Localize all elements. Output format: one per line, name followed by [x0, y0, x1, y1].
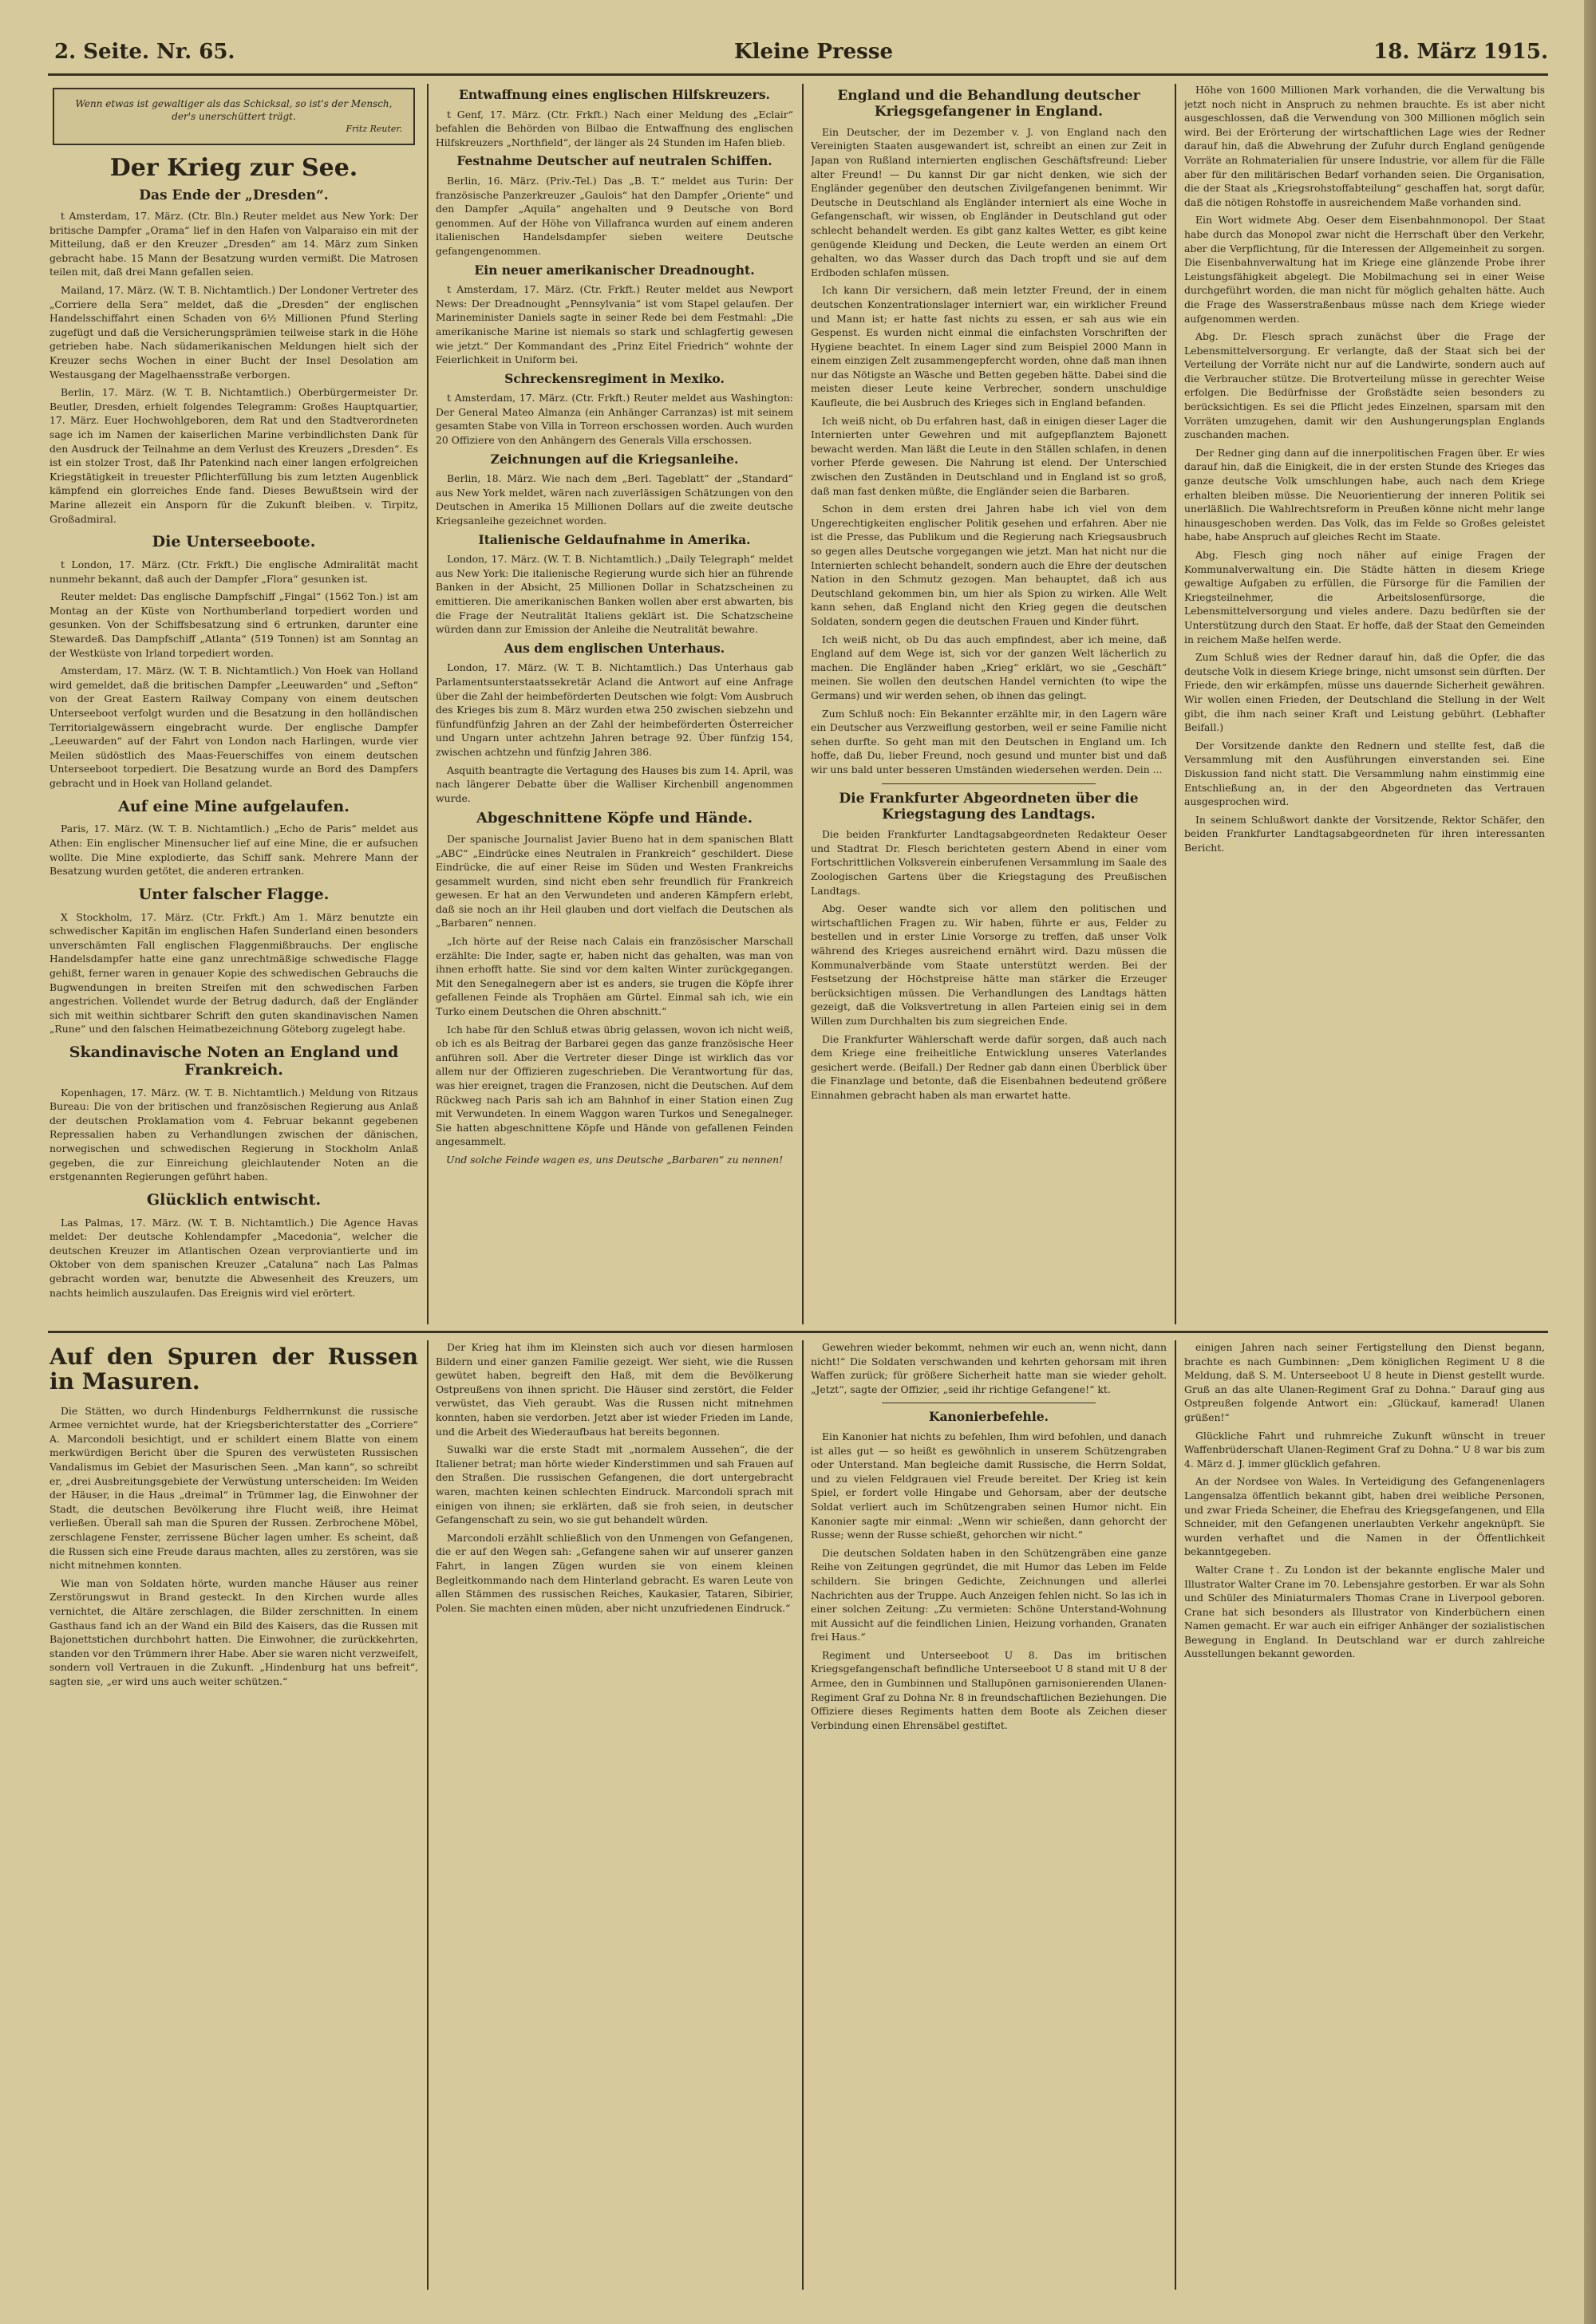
article-paragraph: Ein Kanonier hat nichts zu befehlen, Ihm wird befohlen, und danach ist alles gut — so heißt es gewöhnlich in unserem Schützengraben oder Unterstand. Man begleiche damit Russische, die Herrn Soldat, und zu vielen Feldgrauen viel Freude bereitet. Der Krieg ist kein Spiel, er fordert volle Hingabe und Gehorsam, aber der deutsche Soldat verliert auch im Schützengraben seinen Humor nicht. Ein Kanonier sagte mir einmal: „Wenn wir schießen, dann gehorcht der Russe; wenn der Russe schießt, gehorchen wir nicht.“ [811, 1430, 1167, 1541]
bottom-column-4 [1184, 1340, 1545, 2290]
article-paragraph: London, 17. März. (W. T. B. Nichtamtlich.) „Daily Telegraph“ meldet aus New York: Die italienische Regierung wurde sich hier an führende Banken in der Absicht, 25 Millionen Dollar in Schatzscheinen zu emittieren. Die amerikanischen Banken wollen aber erst abwarten, bis die Frage der Neutralität Italiens geklärt ist. Die Schatzscheine würden dann zur Emission der Anleihe die Neutralität bewahre. [436, 553, 793, 636]
column-3 [811, 83, 1167, 1324]
column-divider [802, 84, 804, 1324]
headline: Festnahme Deutscher auf neutralen Schiffen. [456, 153, 772, 169]
article-paragraph: Der Krieg hat ihm im Kleinsten sich auch vor diesen harmlosen Bildern und einer ganzen Familie gezeigt. Wer sieht, wie die Russen gewütet haben, begreift den Haß, mit dem die Bevölkerung Ostpreußens von ihnen spricht. Die Häuser sind zerstört, die Felder verwüstet, das Vieh geraubt. Was die Russen nicht mitnehmen konnten, haben sie verdorben. Jetzt aber ist wieder Frieden im Lande, und die Arbeit des Wiederaufbaus hat bereits begonnen. [436, 1341, 793, 1438]
article-paragraph: Ich weiß nicht, ob Du das auch empfindest, aber ich meine, daß England auf dem Wege ist, sich vor der ganzen Welt lächerlich zu machen. Die Engländer haben „Krieg“ erklärt, wo sie „Geschäft“ meinen. Sie wollen den deutschen Handel vernichten (to wipe the Germans) und wir werden sehen, ob ihnen das gelingt. [811, 633, 1167, 701]
column-divider [427, 84, 429, 1324]
motto-box [53, 88, 415, 145]
subheadline-dresden: Das Ende der „Dresden“. [139, 187, 329, 203]
headline: Ein neuer amerikanischer Dreadnought. [474, 262, 755, 278]
section-rule [48, 1331, 1548, 1333]
article-paragraph: t Amsterdam, 17. März. (Ctr. Bln.) Reuter meldet aus New York: Der britische Dampfer „Orama“ lief in den Hafen von Valparaiso ein mit der Mitteilung, daß er den Kreuzer „Dresden“ am 14. März zum Sinken gebracht habe. 15 Mann der Besatzung wurden vermißt. Die Matrosen teilen mit, daß drei Mann gefallen seien. [49, 210, 418, 278]
article-paragraph: Ein Wort widmete Abg. Oeser dem Eisenbahnmonopol. Der Staat habe durch das Monopol zwar nicht die Herrschaft über den Verkehr, aber die Verpflichtung, für die Interessen der Allgemeinheit zu sorgen. Die Eisenbahnverwaltung hat im Kriege eine glänzende Probe ihrer Leistungsfähigkeit abgelegt. Die Mobilmachung sei in einer Weise durchgeführt worden, die man nicht für möglich gehalten hätte. Auch die Frage des Wasserstraßenbaus müsse nach dem Kriege wieder aufgenommen werden. [1184, 214, 1545, 325]
headline-masuren: Auf den Spuren der Russen in Masuren. [49, 1344, 418, 1395]
headline: Aus dem englischen Unterhaus. [504, 640, 725, 656]
article-paragraph: Suwalki war die erste Stadt mit „normalem Aussehen“, die der Italiener betrat; man hörte wieder Kinderstimmen und sah Frauen auf den Straßen. Die russischen Gefangenen, die dort untergebracht waren, machten keinen schlechten Eindruck. Marcondoli sprach mit einigen von ihnen; sie erklärten, daß sie froh seien, in deutscher Gefangenschaft zu sein, wo sie gut behandelt würden. [436, 1443, 793, 1526]
headline-mine: Auf eine Mine aufgelaufen. [118, 797, 350, 815]
headline: Italienische Geldaufnahme in Amerika. [478, 531, 751, 547]
article-paragraph: Berlin, 16. März. (Priv.-Tel.) Das „B. T.“ meldet aus Turin: Der französische Panzerkreuzer „Gaulois“ hat den Dampfer „Oriente“ und den Dampfer „Aquila“ angehalten und 9 Deutsche von Bord genommen. Auf der Höhe von Villafranca wurden auf einem anderen italienischen Handelsdampfer sieben weitere Deutsche gefangengenommen. [436, 174, 793, 257]
headline: Schreckensregiment in Mexiko. [504, 370, 725, 386]
article-paragraph: London, 17. März. (W. T. B. Nichtamtlich.) Das Unterhaus gab Parlamentsunterstaatssekretär Acland die Antwort auf eine Anfrage über die Zahl der heimbeförderten Deutschen wie folgt: Vom Ausbruch des Krieges bis zum 8. März wurden etwa 250 zwischen siebzehn und fünfundfünfzig Jahren an der Zahl der heimbeförderten Österreicher und Ungarn unter achtzehn Jahren betrage 92. Über fünfzig 154, zwischen achtzehn und fünfzig Jahren 386. [436, 661, 793, 758]
headline-kanonier: Kanonierbefehle. [929, 1409, 1049, 1425]
article-paragraph: Ein Deutscher, der im Dezember v. J. von England nach den Vereinigten Staaten ausgewandert ist, schreibt an einen zur Zeit in Japan von Rußland internierten englischen Geschäftsfreund: Lieber alter Freund! — Du kannst Dir gar nicht denken, wie sich der Engländer gegenüber den deutschen Zivilgefangenen benimmt. Wir Deutsche in Deutschland als Engländer interniert als eine Woche in Gefangenschaft, wir wissen, ob Engländer in Deutschland gut oder schlecht behandelt werden. Es gibt ganz kaltes Wetter, es gibt keine genügende Kleidung und Decken, die Leute werden an einem Ort gehalten, wo das Wasser durch das Dach tropft und sie auf dem Erdboden schlafen müssen. [811, 125, 1167, 278]
article-paragraph: Berlin, 18. März. Wie nach dem „Berl. Tageblatt“ der „Standard“ aus New York meldet, wären nach zuverlässigen Schätzungen von den Deutschen in Amerika 15 Millionen Dollars auf die zweite deutsche Kriegsanleihe gezeichnet worden. [436, 472, 793, 527]
article-paragraph: Ich kann Dir versichern, daß mein letzter Freund, der in einem deutschen Konzentrationslager interniert war, ein wirklicher Freund und Mann ist; er hatte fast nichts zu essen, er sah aus wie ein Gespenst. Es wurden nicht einmal die einfachsten Vorschriften der Hygiene beachtet. In einem Lager sind zum Beispiel 2000 Mann in einem einzigen Zelt zusammengepfercht worden, ohne daß man ihnen nur das Nötigste an Wäsche und Betten gegeben hätte. Dabei sind die meisten dieser Leute keine Verbrecher, sondern unschuldige Kaufleute, die bei Ausbruch des Krieges sich in England befanden. [811, 284, 1167, 409]
article-paragraph: Las Palmas, 17. März. (W. T. B. Nichtamtlich.) Die Agence Havas meldet: Der deutsche Kohlendampfer „Macedonia“, welcher die deutschen Kreuzer im Atlantischen Ozean verproviantierte und im Oktober von dem spanischen Kreuzer „Cataluna“ nach Las Palmas gebracht worden war, benutzte die Abwesenheit des Kreuzers, um nachts heimlich auszulaufen. Das Ereignis wird viel erörtert. [49, 1216, 418, 1299]
article-paragraph: Die beiden Frankfurter Landtagsabgeordneten Redakteur Oeser und Stadtrat Dr. Flesch berichteten gestern Abend in einer vom Fortschrittlichen Volksverein einberufenen Versammlung im Saale des Zoologischen Gartens über die Kriegstagung des Preußischen Landtags. [811, 828, 1167, 897]
article-paragraph: Die Frankfurter Wählerschaft werde dafür sorgen, daß auch nach dem Kriege eine freiheitliche Entwicklung unseres Vaterlandes gesichert werde. (Beifall.) Der Redner gab dann einen Überblick über die Finanzlage und betonte, daß die Eisenbahnen bedeutend größere Einnahmen gebracht haben als man erwartet hatte. [811, 1032, 1167, 1101]
article-paragraph: Die Stätten, wo durch Hindenburgs Feldherrnkunst die russische Armee vernichtet wurde, hat der Kriegsberichterstatter des „Corriere“ A. Marcondoli besichtigt, und er schildert einem Blatte von einem merkwürdigen Bericht über die Spuren des verwüsteten Russischen Vandalismus im Gebiet der Masurischen Seen. „Man kann“, so schreibt er, „drei Ausbreitungsgebiete der Verwüstung unterscheiden: Im Weiden der Häuser, in die Haus „dreimal“ in Trümmer lag, die Einwohner der Stadt, die deutschen Bevölkerung ihre Flucht weiß, ihre Heimat verließen. Überall sah man die Spuren der Russen. Zerbrochene Möbel, zerschlagene Fenster, zerrissene Bücher lagen umher. Es scheint, daß die Russen sich eine Freude daraus machten, alles zu zerstören, was sie nicht mitnehmen konnten. [49, 1404, 418, 1572]
column-1 [49, 83, 418, 1324]
article-paragraph: X Stockholm, 17. März. (Ctr. Frkft.) Am 1. März benutzte ein schwedischer Kapitän im englischen Hafen Sunderland einen besonders unverschämten Fall englischen Flaggenmißbrauchs. Der englische Handelsdampfer hatte eine ganz unrechtmäßige schwedische Flagge gehißt, ferner waren in genauer Kopie des schwedischen Gebrauchs die Bugwendungen in breiten Streifen mit den schwedischen Farben angestrichen. Vollendet wurde der Betrug dadurch, daß der Engländer sich mit weithin sichtbarer Schrift den guten skandinavischen Namen „Rune“ und den falschen Heimatbezeichnung Göteborg zugelegt habe. [49, 910, 418, 1036]
article-paragraph: Berlin, 17. März. (W. T. B. Nichtamtlich.) Oberbürgermeister Dr. Beutler, Dresden, erhielt folgendes Telegramm: Großes Hauptquartier, 17. März. Euer Hochwohlgeboren, dem Rat und den Stadtverordneten sage ich im Namen der kaiserlichen Marine verbindlichsten Dank für den Ausdruck der Teilnahme an dem Verlust des Kreuzers „Dresden“. Es ist ein stolzer Trost, daß Ihr Patenkind nach einer langen erfolgreichen Kriegstätigkeit in treuester Pflichterfüllung bis zum letzten Augenblick kämpfend ein glorreiches Ende fand. Dieses Bewußtsein wird der Marine allezeit ein Ansporn für die Zukunft bleiben. v. Tirpitz, Großadmiral. [49, 386, 418, 525]
article-paragraph: Kopenhagen, 17. März. (W. T. B. Nichtamtlich.) Meldung von Ritzaus Bureau: Die von der britischen und französischen Regierung aus Anlaß der deutschen Proklamation vom 4. Februar bekannt gegebenen Repressalien haben zu Verhandlungen zwischen der dänischen, norwegischen und schwedischen Regierung in Stockholm Anlaß gegeben, die zur Einreichung gleichlautender Noten an die erstgenannten Regierungen geführt haben. [49, 1086, 418, 1183]
article-paragraph: Abg. Dr. Flesch sprach zunächst über die Frage der Lebensmittelversorgung. Er verlangte, daß der Staat sich bei der Verteilung der Vorräte nicht nur auf die Landwirte, sondern auch auf die Verbraucher stütze. Die Brotverteilung müsse in gerechter Weise erfolgen. Die Bedürfnisse der Großstädte seien besonders zu berücksichtigen. Es sei die Pflicht jedes Einzelnen, sparsam mit den Vorräten umzugehen, damit wir den Aushungerungsplan Englands zuschanden machen. [1184, 330, 1545, 441]
article-paragraph: Ich weiß nicht, ob Du erfahren hast, daß in einigen dieser Lager die Internierten unter Gewehren und mit aufgepflanztem Bajonett bewacht werden. Man läßt die Leute in den Ställen schlafen, in denen vorher Pferde gewesen. Die Nahrung ist elend. Der Unterschied zwischen den Zuständen in Deutschland und in England ist so groß, daß man fast denken müßte, die Engländer seien die Barbaren. [811, 414, 1167, 497]
article-paragraph: Mailand, 17. März. (W. T. B. Nichtamtlich.) Der Londoner Vertreter des „Corriere della Sera“ meldet, daß die „Dresden“ der englischen Handelsschiffahrt einen Schaden von 6½ Millionen Pfund Sterling zugefügt und daß die Versicherungsprämien teilweise stark in die Höhe getrieben habe. Nach südamerikanischen Meldungen hielt sich der Kreuzer sechs Wochen in einer Bucht der Insel Desolation am Westausgang der Magelhaensstraße verborgen. [49, 284, 418, 381]
headline-false-flag: Unter falscher Flagge. [138, 885, 330, 903]
masthead-rule [48, 73, 1548, 76]
article-paragraph: Der Vorsitzende dankte den Rednern und stellte fest, daß die Versammlung mit den Ausführungen einverstanden sei. Eine Diskussion fand nicht statt. Die Versammlung nahm einstimmig eine Entschließung an, in der den Abgeordneten das Vertrauen ausgesprochen wird. [1184, 739, 1545, 808]
article-paragraph: Zum Schluß noch: Ein Bekannter erzählte mir, in den Lagern wäre ein Deutscher aus Verzweiflung gestorben, weil er seine Familie nicht sehen durfte. So geht man mit den Deutschen in England um. Ich hoffe, daß Du, lieber Freund, noch gesund und munter bist und daß wir uns bald unter besseren Umständen wiedersehen werden. Dein ... [811, 707, 1167, 775]
page-number-label: 2. Seite. Nr. 65. [54, 40, 235, 64]
article-paragraph: Zum Schluß wies der Redner darauf hin, daß die Opfer, die das deutsche Volk in diesem Kriege bringe, nicht umsonst sein dürften. Der Friede, den wir erkämpfen, müsse uns dauernde Sicherheit gewähren. Wir wollen einen Frieden, der Deutschland die Stellung in der Welt gibt, die ihm nach seiner Kraft und Leistung gebührt. (Lebhafter Beifall.) [1184, 651, 1545, 734]
article-paragraph: Und solche Feinde wagen es, uns Deutsche „Barbaren“ zu nennen! [445, 1153, 784, 1166]
column-divider [1175, 1340, 1176, 2290]
article-paragraph: Die deutschen Soldaten haben in den Schützengräben eine ganze Reihe von Zeitungen gegründet, die mit Humor das Leben im Felde schildern. Sie bringen Gedichte, Zeichnungen und allerlei Nachrichten aus der Truppe. Auch Anzeigen fehlen nicht. So las ich in einer solchen Zeitung: „Zu vermieten: Schöne Unterstand-Wohnung mit Aussicht auf die feindlichen Linien, Heizung vorhanden, Granaten frei Haus.“ [811, 1546, 1167, 1643]
article-paragraph: t Amsterdam, 17. März. (Ctr. Frkft.) Reuter meldet aus Washington: Der General Mateo Almanza (ein Anhänger Carranzas) ist mit seinem gesamten Stabe von Villa in Torreon erschossen worden. Auch wurden 20 Offiziere von den Anhängern des Generals Villa erschossen. [436, 392, 793, 447]
headline-escaped: Glücklich entwischt. [146, 1190, 322, 1209]
article-paragraph: An der Nordsee von Wales. In Verteidigung des Gefangenenlagers Langensalza öffentlich bekannt gibt, haben drei weibliche Personen, und zwar Frieda Scheiner, die Ehefrau des Kriegsgefangenen, und Ella Schneider, mit den Gefangenen unerlaubten Verkehr angeknüpft. Sie wurden verhaftet und die Namen in der Öffentlichkeit bekanntgegeben. [1184, 1475, 1545, 1558]
article-paragraph: Marcondoli erzählt schließlich von den Unmengen von Gefangenen, die er auf den Wegen sah: „Gefangene sahen wir auf unserer ganzen Fahrt, in langen Zügen wurden sie von einem kleinen Begleitkommando nach dem Hinterland gebracht. Es waren Leute von allen Stämmen des russischen Reiches, Kaukasier, Tataren, Sibirier, Polen. Sie machten einen müden, aber nicht unzufriedenen Eindruck.“ [436, 1531, 793, 1614]
article-paragraph: Der Redner ging dann auf die innerpolitischen Fragen über. Er wies darauf hin, daß die Einigkeit, die in der ersten Stunde des Krieges das ganze deutsche Volk umschlungen habe, auch nach dem Kriege erhalten bleiben müsse. Die Neuorientierung der inneren Politik sei unerläßlich. Die Wahlrechtsreform in Preußen könne nicht mehr lange hinausgeschoben werden. Das Volk, das im Felde so Großes geleistet habe, habe Anspruch auf gleiches Recht im Staate. [1184, 446, 1545, 543]
column-divider [1175, 84, 1176, 1324]
masthead [48, 40, 1548, 67]
bottom-column-1 [49, 1340, 418, 2290]
headline-war-at-sea: Der Krieg zur See. [109, 154, 358, 182]
article-paragraph: t Genf, 17. März. (Ctr. Frkft.) Nach einer Meldung des „Eclair“ befahlen die Behörden von Bilbao die Entwaffnung des englischen Hilfskreuzers „Northfield“, der länger als 24 Stunden im Hafen blieb. [436, 108, 793, 148]
article-paragraph: Walter Crane †. Zu London ist der bekannte englische Maler und Illustrator Walter Crane im 70. Lebensjahre gestorben. Er war als Sohn und Schüler des Miniaturmalers Thomas Crane in Liverpool geboren. Crane hat sich besonders als Illustrator von Kinderbüchern einen Namen gemacht. Er war auch ein eifriger Anhänger der sozialistischen Bewegung in England. In Deutschland war er durch zahlreiche Ausstellungen bekannt geworden. [1184, 1563, 1545, 1660]
headline: Entwaffnung eines englischen Hilfskreuzers. [459, 87, 770, 102]
column-2 [436, 83, 793, 1324]
headline-scandinavian-notes: Skandinavische Noten an England und Frankreich. [69, 1043, 399, 1079]
motto-text: Wenn etwas ist gewaltiger als das Schicksal, so ist's der Mensch, der's unerschüttert trägt. [75, 98, 393, 122]
separator [882, 783, 1096, 784]
article-paragraph: Wie man von Soldaten hörte, wurden manche Häuser aus reiner Zerstörungswut in Brand gesteckt. In den Kirchen wurde alles vernichtet, die Altäre zerschlagen, die Bilder zerschnitten. In einem Gasthaus fand ich an der Wand ein Bild des Kaisers, das die Russen mit Bajonettstichen durchbohrt hatten. Die Einwohner, die zurückkehrten, standen vor den Trümmern ihrer Habe. Aber sie waren nicht verzweifelt, sondern voll Vertrauen in die Zukunft. „Hindenburg hat uns befreit“, sagten sie, „er wird uns auch weiter schützen.“ [49, 1576, 418, 1687]
article-paragraph: Amsterdam, 17. März. (W. T. B. Nichtamtlich.) Von Hoek van Holland wird gemeldet, daß die britischen Dampfer „Leeuwarden“ und „Sefton“ von der Great Eastern Railway Company von einem deutschen Unterseeboot verfolgt wurden und die Besatzung in den holländischen Territorialgewässern eingebracht wurde. Der englische Dampfer „Leeuwarden“ auf der Fahrt von London nach Harlingen, wurde vier Meilen südöstlich des Maas-Feuerschiffes von einem deutschen Unterseeboot torpediert. Die Besatzung wurde an Bord des Dampfers gebracht und in Hoek van Holland gelandet. [49, 665, 418, 789]
article-paragraph: Schon in dem ersten drei Jahren habe ich viel von dem Ungerechtigkeiten englischer Politik gesehen und erfahren. Aber nie ist die Presse, das Publikum und die Regierung nach Kriegsausbruch so gegen alles Deutsche vorgegangen wie jetzt. Man hat nicht nur die Internierten schlecht behandelt, sondern auch die Ehre der deutschen Nation in den Schmutz gezogen. Man behauptet, daß ich aus Deutschland gekommen bin, um hier als Spion zu wirken. Alle Welt kann sehen, daß England nicht den Krieg gegen die deutschen Soldaten, sondern gegen die deutschen Frauen und Kinder führt. [811, 503, 1167, 627]
article-paragraph: Abg. Oeser wandte sich vor allem den politischen und wirtschaftlichen Fragen zu. Wir haben, führte er aus, Felder zu bestellen und in erster Linie Vorsorge zu treffen, daß unser Volk während des Krieges ausreichend ernährt wird. Dazu müssen die Kommunalverbände vom Staate unterstützt werden. Bei der Festsetzung der Höchstpreise hätte man stärker die Erzeuger berücksichtigen müssen. Die Verhandlungen des Landtags hätten gezeigt, daß die Volksvertretung in allen Parteien einig sei in dem Willen zum Durchhalten bis zum siegreichen Ende. [811, 902, 1167, 1027]
column-divider [427, 1340, 429, 2290]
issue-date: 18. März 1915. [1373, 40, 1548, 64]
article-paragraph: Gewehren wieder bekommt, nehmen wir euch an, wenn nicht, dann nicht!“ Die Soldaten verschwanden und kehrten gehorsam mit ihren Waffen zurück; für größere Sicherheit hatte man sie wieder geholt. „Jetzt“, sagte der Offizier, „seid ihr richtige Gefangene!“ kt. [811, 1341, 1167, 1395]
column-divider [802, 1340, 804, 2290]
article-paragraph: Ich habe für den Schluß etwas übrig gelassen, wovon ich nicht weiß, ob ich es als Beitrag der Barbarei gegen das ganze französische Heer anführen soll. Aber die Vertreter dieser Dinge ist wirklich das vor allem nur der Offizieren zugeschrieben. Die Verantwortung für das, was hier ereignet, tragen die Franzosen, nicht die Deutschen. Auf dem Rückweg nach Paris sah ich am Bahnhof in einer Station einen Zug mit Verwundeten. In einem Waggon waren Turkos und Senegalneger. Sie hatten abgeschnittene Köpfe und Hände von gefallenen Feinden angesammelt. [436, 1023, 793, 1148]
paper-title: Kleine Presse [734, 40, 893, 64]
headline: Die Frankfurter Abgeordneten über die Kriegstagung des Landtags. [839, 790, 1139, 823]
article-paragraph: Abg. Flesch ging noch näher auf einige Fragen der Kommunalverwaltung ein. Die Städte hätten in diesem Kriege gewaltige Aufgaben zu erfüllen, die Fürsorge für die Familien der Kriegsteilnehmer, die Arbeitslosenfürsorge, die Lebensmittelversorgung und vieles andere. Dazu bedürften sie der Unterstützung durch den Staat. Er hoffe, daß der Staat den Gemeinden in reichem Maße helfen werde. [1184, 549, 1545, 645]
headline: Zeichnungen auf die Kriegsanleihe. [490, 451, 739, 467]
article-paragraph: Paris, 17. März. (W. T. B. Nichtamtlich.) „Echo de Paris“ meldet aus Athen: Ein englischer Minensucher lief auf eine Mine, die er aufsuchen wollte. Die Mine explodierte, das Schiff sank. Mehrere Mann der Besatzung wurden getötet, die anderen ertranken. [49, 823, 418, 878]
bottom-column-2 [436, 1340, 793, 2290]
article-paragraph: t London, 17. März. (Ctr. Frkft.) Die englische Admiralität macht nunmehr bekannt, daß auch der Dampfer „Flora“ gesunken ist. [49, 558, 418, 585]
article-paragraph: „Ich hörte auf der Reise nach Calais ein französischer Marschall erzählte: Die Inder, sagte er, haben nicht das gehalten, was man von ihnen erhofft hatte. Sie sind vor dem kalten Winter zurückgegangen. Mit den Senegalnegern aber ist es anders, sie trugen die Köpfe ihrer gefallenen Feinde als Trophäen am Gürtel. Einmal sah ich, wie ein Turko einem Deutschen die Ohren abschnitt.“ [436, 935, 793, 1018]
page-edge [1584, 0, 1596, 2324]
article-paragraph: Glückliche Fahrt und ruhmreiche Zukunft wünscht in treuer Waffenbrüderschaft Ulanen-Regiment Graf zu Dohna.“ U 8 war bis zum 4. März d. J. immer glücklich gefahren. [1184, 1429, 1545, 1470]
article-paragraph: In seinem Schlußwort dankte der Vorsitzende, Rektor Schäfer, den beiden Frankfurter Landtagsabgeordneten für ihren interessanten Bericht. [1184, 813, 1545, 854]
article-paragraph: Regiment und Unterseeboot U 8. Das im britischen Kriegsgefangenschaft befindliche Unterseeboot U 8 stand mit U 8 der Armee, den in Gumbinnen und Stallupönen garnisonierenden Ulanen-Regiment Graf zu Dohna Nr. 8 in freundschaftlichen Beziehungen. Die Offiziere dieses Regiments hatten dem Boote als Zeichen dieser Verbindung einen Ehrensäbel gestiftet. [811, 1648, 1167, 1731]
article-paragraph: einigen Jahren nach seiner Fertigstellung den Dienst begann, brachte es nach Gumbinnen: „Dem königlichen Regiment U 8 die Meldung, daß S. M. Unterseeboot U 8 heute in Dienst gestellt wurde. Gruß an das alte Ulanen-Regiment Graf zu Dohna.“ Darauf ging aus Ostpreußen folgende Antwort ein: „Glückauf, kamerad! Ulanen grüßen!“ [1184, 1341, 1545, 1423]
headline: Abgeschnittene Köpfe und Hände. [476, 810, 753, 827]
article-paragraph: Reuter meldet: Das englische Dampfschiff „Fingal“ (1562 Ton.) ist am Montag an der Küste von Northumberland torpediert worden und gesunken. Von der Schiffsbesatzung sind 6 ertrunken, darunter eine Stewardeß. Das Dampfschiff „Atlanta“ (519 Tonnen) ist am Sonntag an der Westküste von Irland torpediert worden. [49, 590, 418, 659]
article-paragraph: Der spanische Journalist Javier Bueno hat in dem spanischen Blatt „ABC“ „Eindrücke eines Neutralen in Frankreich“ geschildert. Diese Eindrücke, die auf einer Reise im Süden und Westen Frankreichs gesammelt wurden, sind nicht eben sehr freundlich für Frankreich gewesen. Er hat an den Verwundeten und anderen Kämpfern erlebt, daß sie noch an ihr Heil glauben und dort vielfach die Deutschen als „Barbaren“ nennen. [436, 832, 793, 929]
article-paragraph: Asquith beantragte die Vertagung des Hauses bis zum 14. April, was nach längerer Debatte über die Walliser Kirchenbill angenommen wurde. [436, 763, 793, 804]
headline-uboats: Die Unterseeboote. [152, 533, 316, 551]
article-paragraph: Höhe von 1600 Millionen Mark vorhanden, die die Verwaltung bis jetzt noch nicht in Anspruch zu nehmen brauchte. Es ist aber nicht ausgeschlossen, daß die Verwendung von 300 Millionen möglich sein wird. Bei der Erörterung der wirtschaftlichen Lage wies der Redner darauf hin, daß die Abwehrung der Zufuhr durch England genügende Vorräte an Rohmaterialien für unsere Industrie, vor allem für die Fälle aber für den militärischen Bedarf vorhanden seien. Die Organisation, die der Staat als „Kriegsrohstoffabteilung“ geschaffen hat, sorgt dafür, daß die nötigen Rohstoffe in ausreichendem Maße vorhanden sind. [1184, 84, 1545, 208]
motto-author: Fritz Reuter. [346, 124, 402, 134]
article-paragraph: t Amsterdam, 17. März. (Ctr. Frkft.) Reuter meldet aus Newport News: Der Dreadnought „Pennsylvania“ ist vom Stapel gelaufen. Der Marineminister Daniels sagte in seiner Rede bei dem Festmahl: „Die amerikanische Marine ist niemals so stark und schlagfertig gewesen wie jetzt.“ Der Kommandant des „Prinz Eitel Friedrich“ wohnte der Feierlichkeit in Uniform bei. [436, 283, 793, 366]
column-4 [1184, 83, 1545, 1324]
headline: England und die Behandlung deutscher Kriegsgefangener in England. [837, 88, 1140, 120]
bottom-column-3 [811, 1340, 1167, 2290]
